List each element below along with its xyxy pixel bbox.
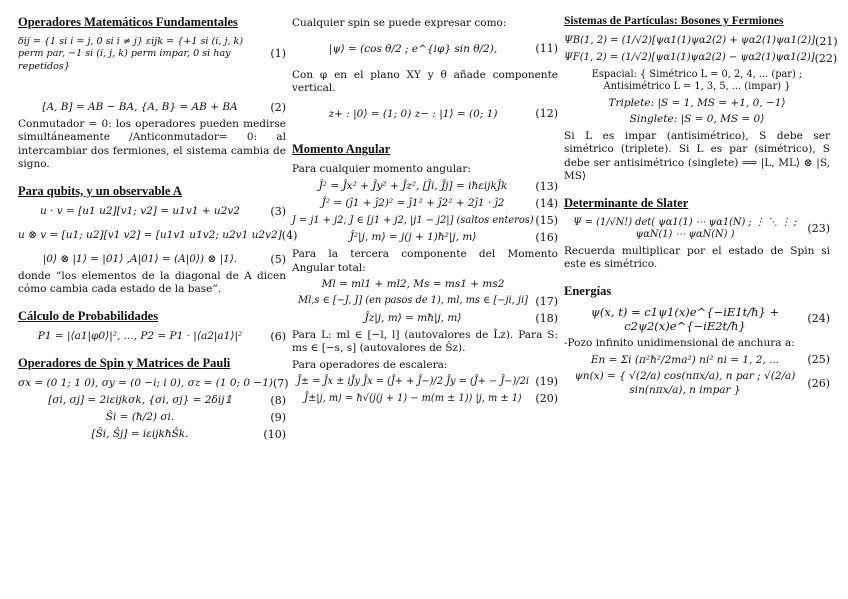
section-title-operadores: Operadores Matemáticos Fundamentales [18, 15, 238, 29]
equation-18: Ĵz|j, m⟩ = mħ|j, m⟩ (18) [364, 311, 558, 325]
equation-19: Ĵ± = Ĵx ± iĴy Ĵx = (Ĵ+ + Ĵ−)/2 Ĵy = (Ĵ+ − Ĵ−)/2i (19) [297, 375, 558, 388]
equation-6: P1 = |⟨a1|φ0⟩|², ..., P2 = P1 · |⟨a2|a1⟩|² (6) [37, 329, 286, 343]
column-1 [18, 14, 298, 445]
equation-7: σx = (0 1; 1 0), σy = (0 −i; i 0), σz = (1 0; 0 −1) (7) [18, 376, 289, 390]
pozo-text: -Pozo infinito unidimensional de anchura a: [564, 336, 795, 349]
equation-5: |0⟩ ⊗ |1⟩ = |01⟩ ,A|01⟩ = (A|0⟩) ⊗ |1⟩. (5) [42, 252, 286, 266]
equation-10: [Ŝi, Ŝj] = iεijkħŜk. (10) [91, 428, 286, 442]
equation-26: ψn(x) = { √(2/a) cos(nπx/a), n par ; √(2/a) sin(nπx/a), n impar } (26) [574, 370, 830, 396]
equation-9: Ŝi = (ħ/2) σi. (9) [105, 410, 286, 424]
spin-intro: Cualquier spin se puede expresar como: [292, 17, 507, 29]
section-title-bosones: Sistemas de Partículas: Bosones y Fermiones [564, 15, 784, 27]
column-3 [564, 14, 838, 400]
equation-8: [σi, σj] = 2iεijkσk, {σi, σj} = 2δij𝟙 (8) [48, 393, 286, 407]
column-2 [292, 14, 558, 409]
conmutador-text: Conmutador = 0: los operadores pueden medirse simultáneamente /Anticonmutador= 0: al intercambiar dos fermiones, el sistema cambia de signo. [18, 117, 286, 171]
section-title-qubits: Para qubits, y un observable A [18, 183, 182, 198]
autovalores-text: Para L: ml ∈ [−l, l] (autovalores de L̂z). Para S: ms ∈ [−s, s] (autovalores de Ŝz). [292, 328, 558, 355]
equation-3: u · v = [u1 u2][v1; v2] = u1v1 + u2v2 (3) [40, 204, 286, 218]
equation-11: |ψ⟩ = (cos θ/2 ; e^{iφ} sin θ/2), (11) [328, 42, 558, 56]
equation-2: [A, B] = AB − BA, {A, B} = AB + BA (2) [42, 100, 286, 114]
section-title-pauli: Operadores de Spin y Matrices de Pauli [18, 355, 231, 370]
tercera-componente-text: Para la tercera componente del Momento Angular total: [292, 248, 558, 274]
equation-1: δij = {1 si i = j, 0 si i ≠ j} εijk = {+1 si (i, j, k) perm par, −1 si (i, j, k) perm impar, 0 si hay repetidos} (1) [18, 36, 286, 72]
spatial-cases: Espacial: { Simétrico L = 0, 2, 4, ... (par) ; Antisimétrico L = 1, 3, 5, ... (impar) } [591, 68, 803, 93]
equation-22: ΨF(1, 2) = (1/√2)[ψα1(1)ψα2(2) − ψα2(1)ψα1(2)] (22) [564, 51, 838, 65]
diagonal-text: donde “los elementos de la diagonal de A dicen cómo cambia cada estado de la base”. [18, 269, 286, 296]
escalera-text: Para operadores de escalera: [292, 358, 448, 371]
equation-13: Ĵ² = Ĵx² + Ĵy² + Ĵz², [Ĵi, Ĵj] = iħεijkĴk (13) [318, 179, 558, 193]
equation-20: Ĵ±|j, m⟩ = ħ√(j(j + 1) − m(m ± 1)) |j, m ± 1⟩ (20) [304, 392, 558, 406]
singlet-state: Singlete: |S = 0, MS = 0⟩ [629, 113, 765, 126]
equation-4: u ⊗ v = [u1; u2][v1 v2] = [u1v1 u1v2; u2v1 u2v2] (4) [18, 228, 298, 242]
spin-note: Recuerda multiplicar por el estado de Spin si este es simétrico. [564, 244, 830, 271]
section-title-probabilidades: Cálculo de Probabilidades [18, 308, 159, 323]
equation-12: z+ : |0⟩ = (1; 0) z− : |1⟩ = (0; 1) (12) [328, 107, 558, 121]
equation-16: Ĵ²|j, m⟩ = j(j + 1)ħ²|j, m⟩ (16) [349, 231, 558, 245]
equation-14: Ĵ² = (ĵ1 + ĵ2)² = ĵ1² + ĵ2² + 2ĵ1 · ĵ2 (14) [321, 196, 558, 210]
equation-25: En = Σi (π²ħ²/2ma²) ni² ni = 1, 2, ... (25) [590, 353, 830, 367]
section-title-energias: Energías [564, 283, 612, 298]
equation-17: Ml,s ∈ [−J, J] (en pasos de 1), ml, ms ∈ [−ji, ji] (17) [298, 294, 558, 308]
momento-intro: Para cualquier momento angular: [292, 163, 471, 176]
section-title-momento: Momento Angular [292, 142, 391, 157]
triplet-state: Triplete: |S = 1, MS = +1, 0, −1⟩ [608, 96, 786, 109]
paridad-text: Si L es impar (antisimétrico), S debe ser simétrico (triplete). Si L es par (simétrico), S debe ser antisimétrico (singlete) ⟹ |L, ML⟩ ⊗ |S, MS⟩ [564, 129, 830, 183]
equation-23: Ψ = (1/√N!) det( ψα1(1) ⋯ ψα1(N) ; ⋮ ⋱ ⋮ ; ψαN(1) ⋯ ψαN(N) ) (23) [573, 216, 830, 241]
equation-m: Ml = ml1 + ml2, Ms = ms1 + ms2 [321, 278, 505, 291]
equation-21: ΨB(1, 2) = (1/√2)[ψα1(1)ψα2(2) + ψα2(1)ψα1(2)] (21) [564, 34, 838, 48]
plane-text: Con φ en el plano XY y θ añade componente vertical. [292, 68, 558, 94]
equation-15: J = j1 + j2, J ∈ [j1 + j2, |j1 − j2|] (saltos enteros) (15) [292, 214, 558, 228]
section-title-slater: Determinante de Slater [564, 195, 689, 210]
equation-24: ψ(x, t) = c1ψ1(x)e^{−iE1t/ħ} + c2ψ2(x)e^{−iE2t/ħ} (24) [590, 304, 830, 334]
